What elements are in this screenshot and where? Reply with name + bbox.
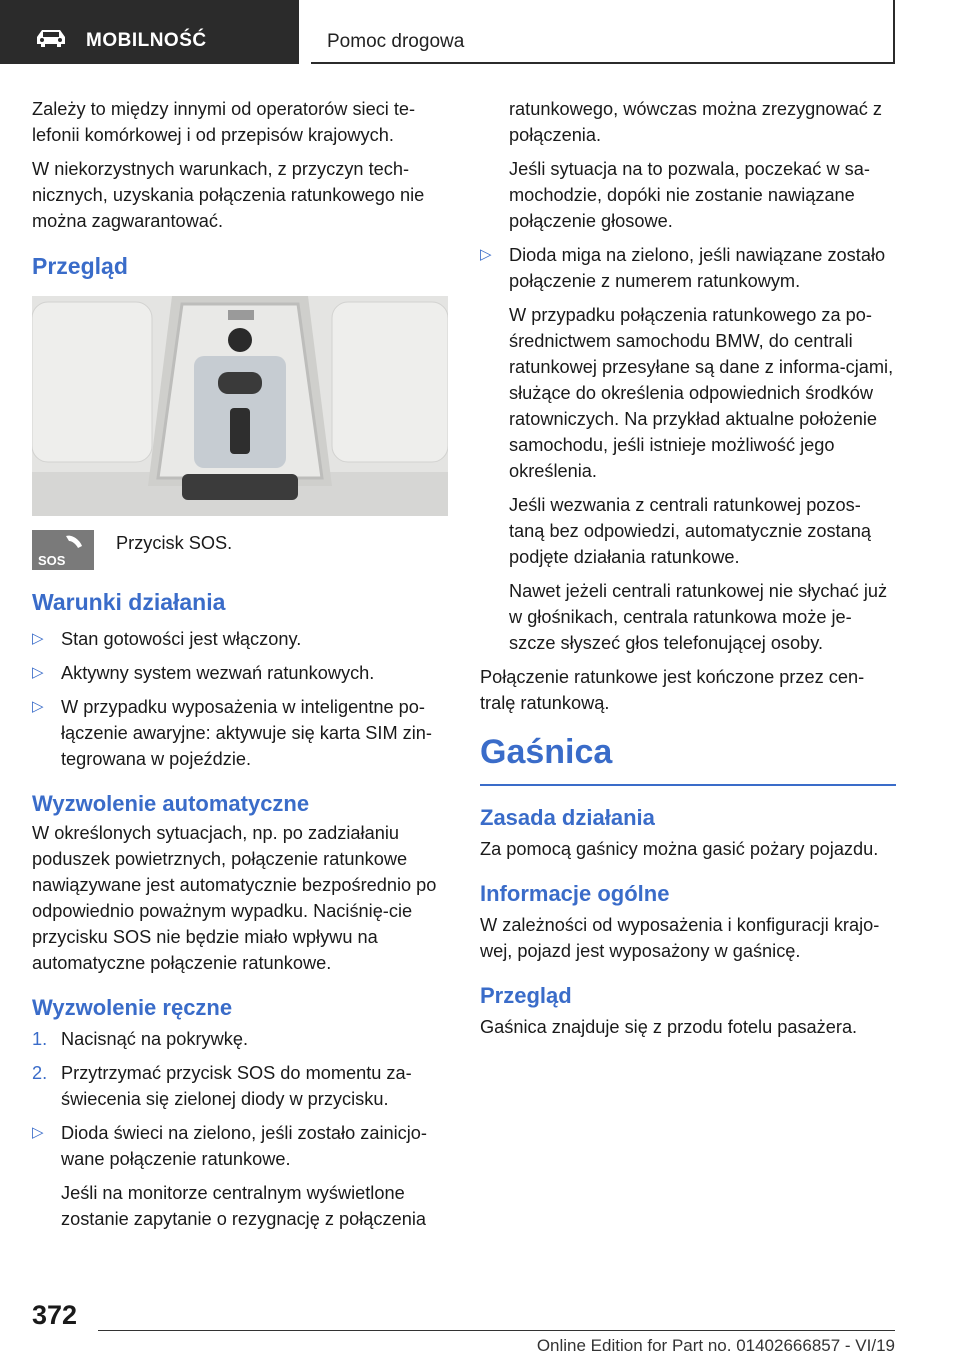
- paragraph: Zależy to między innymi od operatorów sieci te-lefonii komórkowej i od przepisów krajowych.: [32, 99, 416, 145]
- step-item: 2. Przytrzymać przycisk SOS do momentu za-świecenia się zielonej diody w przycisku.: [32, 1063, 412, 1109]
- figure-caption: Przycisk SOS.: [116, 533, 233, 553]
- heading-automatic-trigger: Wyzwolenie automatyczne: [32, 791, 310, 816]
- heading-manual-trigger: Wyzwolenie ręczne: [32, 995, 233, 1020]
- page-number: 372: [32, 1300, 78, 1330]
- footer-divider: [98, 1330, 895, 1331]
- steps-list: [32, 1026, 448, 1112]
- chapter-header: [311, 0, 895, 64]
- heading-overview: Przegląd: [32, 253, 128, 279]
- paragraph: Połączenie ratunkowe jest kończone przez cen-tralę ratunkową.: [480, 667, 865, 713]
- status-list: [480, 242, 896, 294]
- list-item: ▷ Aktywny system wezwań ratunkowych.: [32, 660, 448, 686]
- triangle-bullet-icon: ▷: [32, 698, 44, 715]
- heading-conditions: Warunki działania: [32, 589, 226, 615]
- sos-button-photo: [32, 296, 448, 516]
- status-list: [32, 1120, 448, 1172]
- heading-overview-extinguisher: Przegląd: [480, 983, 572, 1008]
- paragraph: W zależności od wyposażenia i konfiguracji krajo-wej, pojazd jest wyposażony w gaśnicę.: [480, 915, 880, 961]
- triangle-bullet-icon: ▷: [32, 630, 44, 647]
- triangle-bullet-icon: ▷: [480, 246, 492, 263]
- sos-caption-row: [32, 530, 448, 570]
- left-column: [32, 96, 448, 1240]
- car-icon: [34, 28, 68, 48]
- right-column: [480, 96, 896, 1048]
- list-item: ▷ Dioda świeci na zielono, jeśli zostało zainicjo-wane połączenie ratunkowe.: [32, 1120, 448, 1172]
- paragraph: Za pomocą gaśnicy można gasić pożary pojazdu.: [480, 839, 879, 859]
- sub-paragraph: ratunkowego, wówczas można zrezygnować z połączenia.: [509, 99, 883, 145]
- sos-icon-label: SOS: [38, 553, 66, 568]
- heading-general-info: Informacje ogólne: [480, 881, 670, 906]
- sub-paragraph: Jeśli na monitorze centralnym wyświetlone zostanie zapytanie o rezygnację z połączenia: [61, 1183, 426, 1229]
- list-item: ▷ W przypadku wyposażenia w inteligentne po-łączenie awaryjne: aktywuje się karta SIM zin-tegrowana w pojeździe.: [32, 694, 448, 772]
- sub-paragraph: Jeśli wezwania z centrali ratunkowej pozos-taną bez odpowiedzi, automatycznie zostaną podjęte działania ratunkowe.: [509, 495, 871, 567]
- section-tab: [0, 0, 299, 64]
- paragraph: W niekorzystnych warunkach, z przyczyn tech-nicznych, uzyskania połączenia ratunkowego nie można zagwarantować.: [32, 159, 425, 231]
- chapter-title: Pomoc drogowa: [327, 31, 465, 52]
- heading-extinguisher: Gaśnica: [480, 732, 896, 786]
- paragraph: W określonych sytuacjach, np. po zadziałaniu poduszek powietrznych, połączenie ratunkowe nawiązywane jest automatycznie bezpośrednio po odpowiednio poważnym wypadku. Naciśnię-cie przycisku SOS nie będzie miało wpływu na automatyczne połączenie ratunkowe.: [32, 823, 437, 973]
- step-item: 1. Nacisnąć na pokrywkę.: [32, 1029, 249, 1049]
- triangle-bullet-icon: ▷: [32, 664, 44, 681]
- paragraph: Gaśnica znajduje się z przodu fotelu pasażera.: [480, 1017, 858, 1037]
- heading-principle: Zasada działania: [480, 805, 655, 830]
- list-item: ▷ Dioda miga na zielono, jeśli nawiązane zostało połączenie z numerem ratunkowym.: [480, 242, 896, 294]
- overhead-console-illustration: [32, 296, 448, 516]
- edition-note: Online Edition for Part no. 01402666857 - VI/19: [536, 1336, 895, 1355]
- sub-paragraph: W przypadku połączenia ratunkowego za po-średnictwem samochodu BMW, do centrali ratunkowej przesyłane są dane z informa-cjami, służące do określenia odpowiednich środków ratowniczych. Na przykład aktualne położenie samochodu, jeśli istnieje możliwość jego określenia.: [509, 305, 894, 481]
- conditions-list: [32, 626, 448, 772]
- section-title: MOBILNOŚĆ: [86, 30, 207, 51]
- sub-paragraph: Nawet jeżeli centrali ratunkowej nie słychać już w głośnikach, centrala ratunkowa może je-szcze słyszeć głos telefonującej osoby.: [509, 581, 888, 653]
- sos-phone-icon: [32, 530, 94, 570]
- triangle-bullet-icon: ▷: [32, 1124, 44, 1141]
- sub-paragraph: Jeśli sytuacja na to pozwala, poczekać w sa-mochodzie, dopóki nie zostanie nawiązane połączenie głosowe.: [509, 159, 870, 231]
- list-item: ▷ Stan gotowości jest włączony.: [32, 626, 448, 652]
